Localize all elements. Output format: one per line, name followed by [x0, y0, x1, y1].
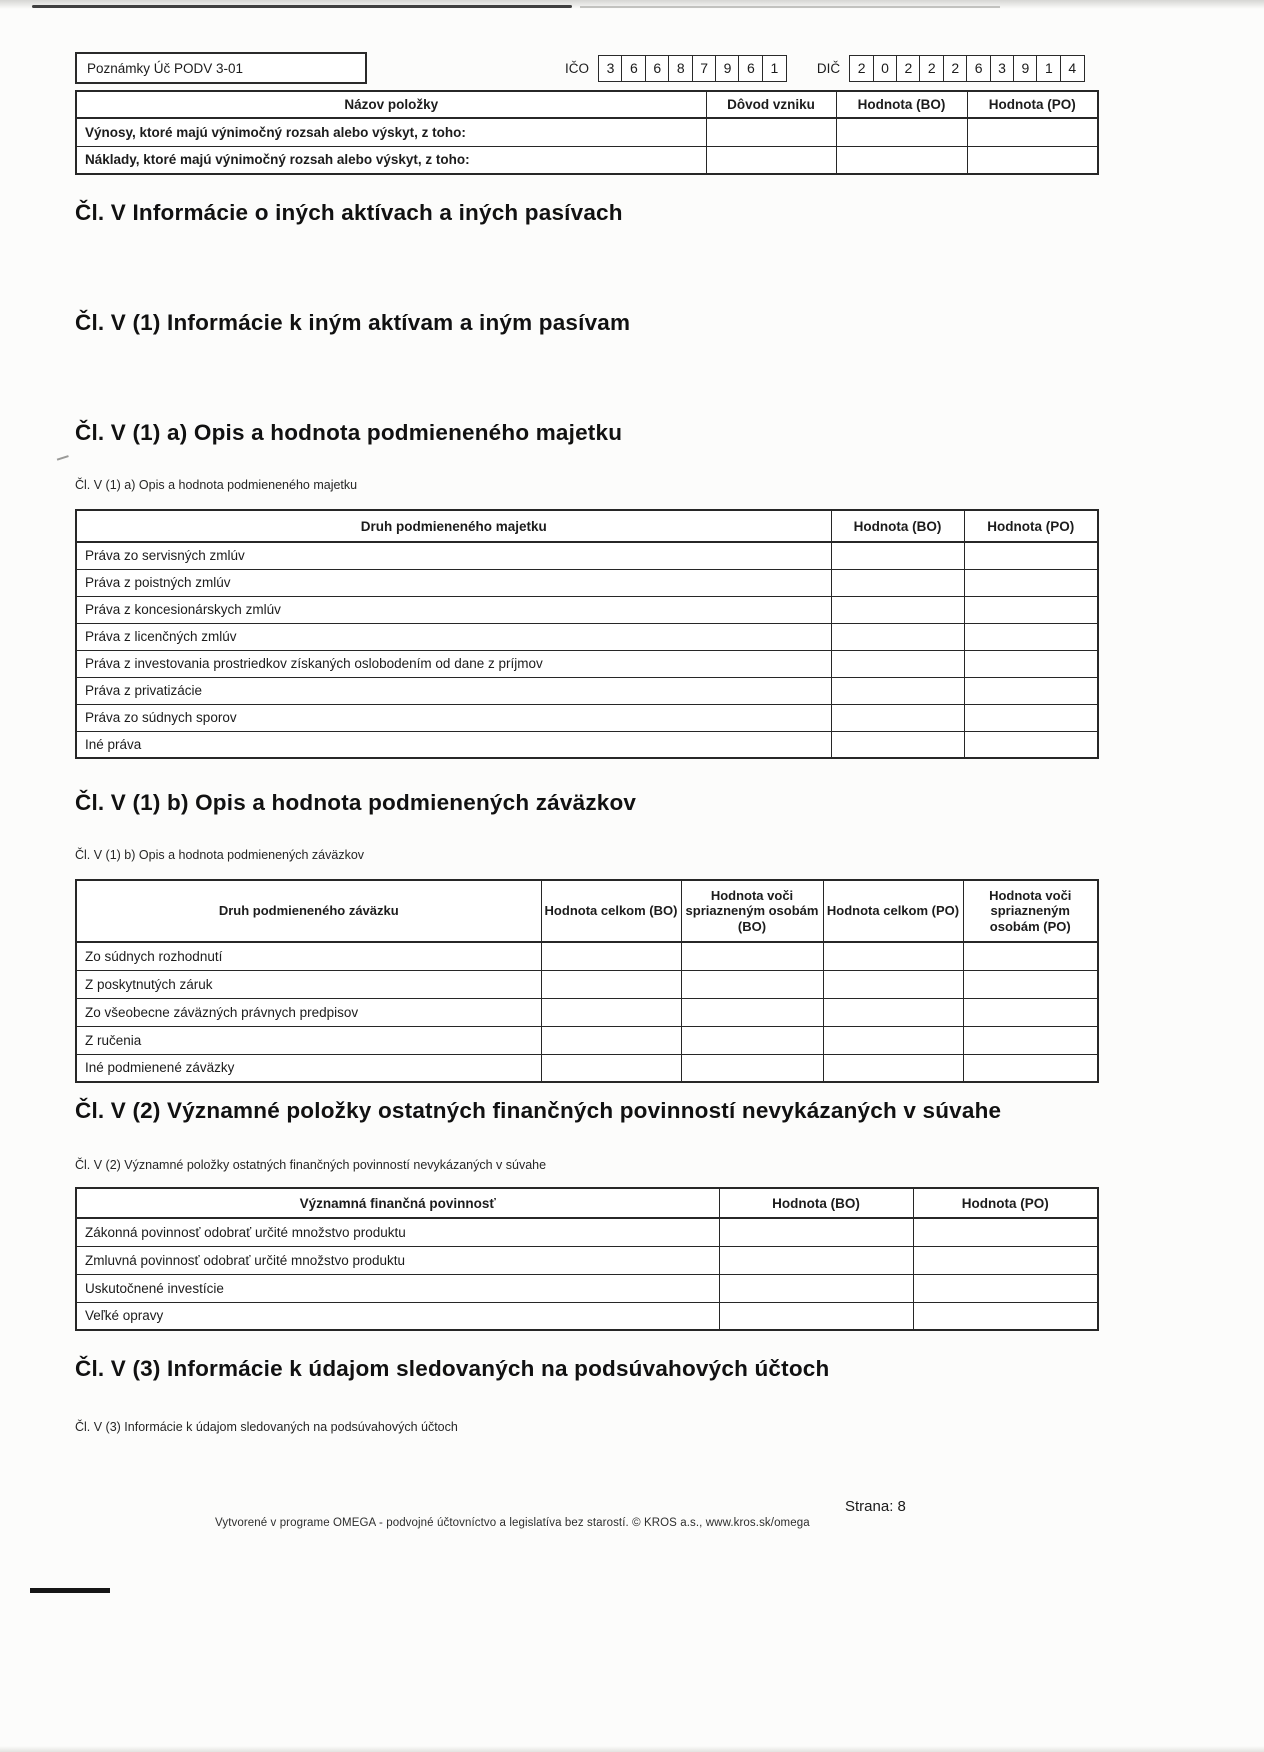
- dic-digit: 3: [990, 55, 1015, 82]
- value-cell: [963, 970, 1098, 998]
- row-label: Zo súdnych rozhodnutí: [76, 942, 541, 970]
- scan-artifact-bottom-mark: [30, 1588, 110, 1593]
- row-label: Práva z licenčných zmlúv: [76, 623, 831, 650]
- value-cell: [913, 1246, 1098, 1274]
- value-cell: [823, 1054, 963, 1082]
- row-label: Iné podmienené záväzky: [76, 1054, 541, 1082]
- table-row: [76, 650, 1098, 677]
- ico-digit: 9: [715, 55, 740, 82]
- value-cell: [963, 942, 1098, 970]
- table-row: [76, 623, 1098, 650]
- value-cell: [681, 970, 823, 998]
- value-cell: [823, 1026, 963, 1054]
- exceptional-items-table: [75, 90, 1099, 175]
- form-code-box: [75, 52, 367, 84]
- financial-obligations-table: [75, 1187, 1099, 1331]
- value-cell: [967, 118, 1098, 146]
- value-cell: [836, 118, 967, 146]
- value-cell: [913, 1302, 1098, 1330]
- value-cell: [913, 1274, 1098, 1302]
- ico-group: [565, 55, 787, 82]
- value-cell: [706, 118, 836, 146]
- ico-digit: 1: [762, 55, 787, 82]
- section-title-cl-v-3: Čl. V (3) Informácie k údajom sledovaných na podsúvahových účtoch: [75, 1356, 830, 1381]
- ico-digit: 3: [598, 55, 623, 82]
- row-label: Zo všeobecne záväzných právnych predpisov: [76, 998, 541, 1026]
- value-cell: [823, 998, 963, 1026]
- ico-digit: 6: [645, 55, 670, 82]
- col-header-druh-zavazku: Druh podmieneného záväzku: [76, 880, 541, 942]
- table-row: [76, 146, 1098, 174]
- table-row: [76, 1274, 1098, 1302]
- row-label: Zákonná povinnosť odobrať určité množstvo produktu: [76, 1218, 719, 1246]
- table-row: [76, 731, 1098, 758]
- ico-digit-boxes: [598, 55, 787, 82]
- form-code: Poznámky Úč PODV 3-01: [87, 60, 244, 76]
- value-cell: [964, 677, 1098, 704]
- page-content: [75, 0, 1097, 1435]
- dic-digit: 2: [849, 55, 874, 82]
- ico-digit: 6: [738, 55, 763, 82]
- col-header-hodnota-po: Hodnota (PO): [913, 1188, 1098, 1218]
- dic-group: [817, 55, 1085, 82]
- section-title-cl-v-1b: Čl. V (1) b) Opis a hodnota podmienených záväzkov: [75, 790, 637, 815]
- value-cell: [831, 677, 964, 704]
- ico-digit: 6: [621, 55, 646, 82]
- col-header-vyznamna-povinnost: Významná finančná povinnosť: [76, 1188, 719, 1218]
- table-row: [76, 1218, 1098, 1246]
- dic-digit-boxes: [849, 55, 1085, 82]
- col-header-hodnota-celkom-bo: Hodnota celkom (BO): [541, 880, 681, 942]
- table-header-row: [76, 1188, 1098, 1218]
- value-cell: [964, 596, 1098, 623]
- value-cell: [719, 1302, 913, 1330]
- row-label: Práva z poistných zmlúv: [76, 569, 831, 596]
- table-row: [76, 1302, 1098, 1330]
- value-cell: [823, 942, 963, 970]
- dic-digit: 2: [919, 55, 944, 82]
- scan-artifact-pencil-mark: [55, 450, 69, 460]
- value-cell: [681, 1026, 823, 1054]
- dic-digit: 1: [1036, 55, 1061, 82]
- section-title-cl-v-1a: Čl. V (1) a) Opis a hodnota podmieneného majetku: [75, 420, 623, 445]
- value-cell: [964, 542, 1098, 569]
- dic-digit: 6: [966, 55, 991, 82]
- value-cell: [541, 1026, 681, 1054]
- table-row: [76, 542, 1098, 569]
- table-row: [76, 118, 1098, 146]
- value-cell: [831, 596, 964, 623]
- row-label: Práva z privatizácie: [76, 677, 831, 704]
- row-label: Veľké opravy: [76, 1302, 719, 1330]
- value-cell: [963, 998, 1098, 1026]
- value-cell: [706, 146, 836, 174]
- value-cell: [836, 146, 967, 174]
- row-label: Výnosy, ktoré majú výnimočný rozsah alebo výskyt, z toho:: [76, 118, 706, 146]
- section-title-cl-v-1: Čl. V (1) Informácie k iným aktívam a iným pasívam: [75, 310, 631, 335]
- dic-digit: 9: [1013, 55, 1038, 82]
- col-header-hodnota-bo: Hodnota (BO): [836, 91, 967, 118]
- ico-digit: 7: [692, 55, 717, 82]
- table-row: [76, 596, 1098, 623]
- table-row: [76, 569, 1098, 596]
- col-header-dovod-vzniku: Dôvod vzniku: [706, 91, 836, 118]
- value-cell: [831, 650, 964, 677]
- value-cell: [681, 998, 823, 1026]
- value-cell: [681, 1054, 823, 1082]
- table-row: [76, 942, 1098, 970]
- table-row: [76, 1246, 1098, 1274]
- value-cell: [541, 998, 681, 1026]
- value-cell: [831, 623, 964, 650]
- row-label: Náklady, ktoré majú výnimočný rozsah alebo výskyt, z toho:: [76, 146, 706, 174]
- col-header-druh-majetku: Druh podmieneného majetku: [76, 510, 831, 542]
- value-cell: [964, 731, 1098, 758]
- value-cell: [913, 1218, 1098, 1246]
- page-number: Strana: 8: [845, 1498, 906, 1515]
- value-cell: [831, 569, 964, 596]
- row-label: Iné práva: [76, 731, 831, 758]
- value-cell: [964, 650, 1098, 677]
- value-cell: [719, 1218, 913, 1246]
- col-header-hodnota-voci-bo: Hodnota voči spriazneným osobám (BO): [681, 880, 823, 942]
- ico-label: IČO: [565, 60, 590, 76]
- value-cell: [541, 1054, 681, 1082]
- row-label: Z poskytnutých záruk: [76, 970, 541, 998]
- table-row: [76, 970, 1098, 998]
- contingent-assets-table: [75, 509, 1099, 759]
- dic-digit: 2: [943, 55, 968, 82]
- row-label: Práva zo servisných zmlúv: [76, 542, 831, 569]
- value-cell: [719, 1246, 913, 1274]
- value-cell: [823, 970, 963, 998]
- row-label: Uskutočnené investície: [76, 1274, 719, 1302]
- value-cell: [967, 146, 1098, 174]
- value-cell: [681, 942, 823, 970]
- row-label: Zmluvná povinnosť odobrať určité množstvo produktu: [76, 1246, 719, 1274]
- row-label: Z ručenia: [76, 1026, 541, 1054]
- value-cell: [541, 942, 681, 970]
- table-header-row: [76, 91, 1098, 118]
- scan-artifact-bottom-band: [0, 1746, 1264, 1752]
- value-cell: [831, 704, 964, 731]
- table-row: [76, 704, 1098, 731]
- value-cell: [719, 1274, 913, 1302]
- col-header-hodnota-po: Hodnota (PO): [967, 91, 1098, 118]
- row-label: Práva z investovania prostriedkov získaných oslobodením od dane z príjmov: [76, 650, 831, 677]
- table-header-row: [76, 510, 1098, 542]
- dic-digit: 0: [873, 55, 898, 82]
- table-header-row: [76, 880, 1098, 942]
- section-title-cl-v-2: Čl. V (2) Významné položky ostatných finančných povinností nevykázaných v súvahe: [75, 1098, 1002, 1123]
- col-header-hodnota-voci-po: Hodnota voči spriazneným osobám (PO): [963, 880, 1098, 942]
- table-caption-cl-v-3: Čl. V (3) Informácie k údajom sledovaných na podsúvahových účtoch: [75, 1420, 458, 1434]
- table-row: [76, 1054, 1098, 1082]
- value-cell: [963, 1054, 1098, 1082]
- value-cell: [831, 731, 964, 758]
- col-header-hodnota-bo: Hodnota (BO): [719, 1188, 913, 1218]
- table-caption-cl-v-1b: Čl. V (1) b) Opis a hodnota podmienených záväzkov: [75, 848, 365, 862]
- contingent-liabilities-table: [75, 879, 1099, 1083]
- table-row: [76, 677, 1098, 704]
- table-row: [76, 1026, 1098, 1054]
- dic-label: DIČ: [816, 60, 841, 76]
- value-cell: [964, 569, 1098, 596]
- col-header-nazov-polozky: Názov položky: [76, 91, 706, 118]
- col-header-hodnota-celkom-po: Hodnota celkom (PO): [823, 880, 963, 942]
- row-label: Práva zo súdnych sporov: [76, 704, 831, 731]
- dic-digit: 2: [896, 55, 921, 82]
- value-cell: [963, 1026, 1098, 1054]
- value-cell: [541, 970, 681, 998]
- value-cell: [964, 704, 1098, 731]
- col-header-hodnota-bo: Hodnota (BO): [831, 510, 964, 542]
- value-cell: [831, 542, 964, 569]
- form-header: [75, 52, 1097, 84]
- ico-digit: 8: [668, 55, 693, 82]
- footer-credit: Vytvorené v programe OMEGA - podvojné účtovníctvo a legislatíva bez starostí. © KROS a.s., www.kros.sk/omega: [215, 1517, 810, 1529]
- table-caption-cl-v-1a: Čl. V (1) a) Opis a hodnota podmieneného majetku: [75, 478, 358, 492]
- section-title-cl-v: Čl. V Informácie o iných aktívach a iných pasívach: [75, 200, 623, 225]
- col-header-hodnota-po: Hodnota (PO): [964, 510, 1098, 542]
- value-cell: [964, 623, 1098, 650]
- table-caption-cl-v-2: Čl. V (2) Významné položky ostatných finančných povinností nevykázaných v súvahe: [75, 1158, 547, 1172]
- dic-digit: 4: [1060, 55, 1085, 82]
- row-label: Práva z koncesionárskych zmlúv: [76, 596, 831, 623]
- table-row: [76, 998, 1098, 1026]
